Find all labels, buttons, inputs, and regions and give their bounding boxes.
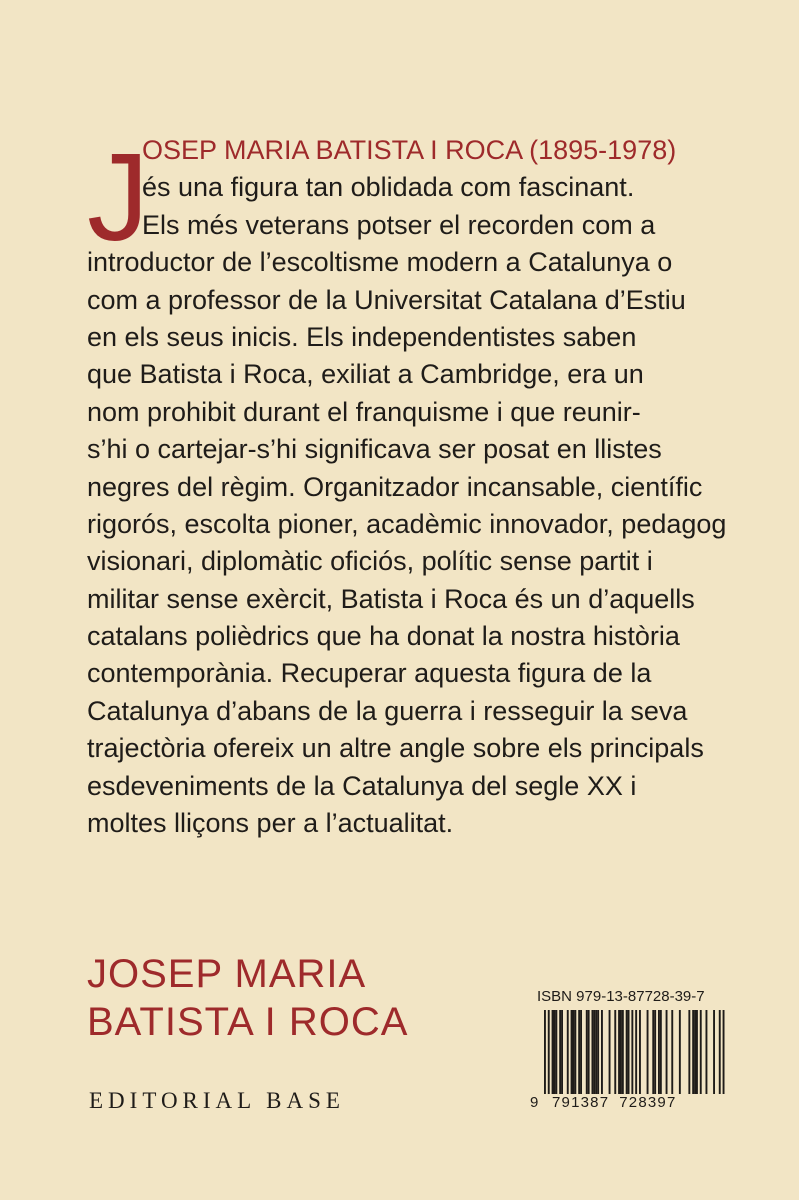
barcode-bar: [660, 1010, 662, 1094]
barcode-digit-first: 9: [530, 1094, 540, 1111]
blurb-line: Els més veterans potser el recorden com a: [142, 209, 656, 240]
barcode-bar: [574, 1010, 576, 1094]
drop-cap-letter: J: [87, 129, 149, 267]
barcode-bar: [559, 1010, 561, 1094]
blurb-line: s’hi o cartejar-s’hi significava ser posat en llistes: [87, 434, 662, 465]
blurb-line: moltes lliçons per a l’actualitat.: [87, 808, 454, 839]
blurb-line: que Batista i Roca, exiliat a Cambridge, era un: [87, 359, 644, 390]
barcode-bar: [688, 1010, 690, 1094]
barcode-bar: [654, 1010, 656, 1094]
blurb-line: esdeveniments de la Catalunya del segle XX i: [87, 770, 637, 801]
blurb-line: com a professor de la Universitat Catalana d’Estiu: [87, 284, 686, 315]
barcode-bar: [578, 1010, 580, 1094]
barcode-bar: [658, 1010, 660, 1094]
barcode-bar: [679, 1010, 681, 1094]
barcode-bar: [706, 1010, 708, 1094]
barcode-bar: [586, 1010, 588, 1094]
blurb-line: catalans polièdrics que ha donat la nostra història: [87, 621, 680, 652]
barcode-bar: [631, 1010, 633, 1106]
barcode-bar: [666, 1010, 668, 1094]
barcode-bar: [544, 1010, 546, 1106]
blurb-line: nom prohibit durant el franquisme i que reunir-: [87, 396, 641, 427]
barcode-bar: [620, 1010, 622, 1094]
barcode-bar: [592, 1010, 594, 1094]
barcode-bar: [555, 1010, 557, 1094]
barcode-bar: [622, 1010, 624, 1094]
barcode-bar: [652, 1010, 654, 1094]
barcode-bar: [628, 1010, 630, 1094]
barcode-bar: [609, 1010, 611, 1094]
barcode-digits: [530, 1094, 730, 1111]
isbn-label: ISBN 979-13-87728-39-7: [537, 988, 705, 1005]
barcode-bar: [593, 1010, 595, 1094]
barcode-bar: [713, 1010, 715, 1094]
barcode-bar: [700, 1010, 702, 1094]
barcode-bar: [552, 1010, 554, 1094]
barcode-bar: [626, 1010, 628, 1094]
blurb-line: contemporània. Recuperar aquesta figura de la: [87, 658, 652, 689]
blurb-line: és una figura tan oblidada com fascinant.: [142, 172, 635, 203]
barcode-bar: [571, 1010, 573, 1094]
blurb-line: introductor de l’escoltisme modern a Catalunya o: [87, 247, 673, 278]
barcode-bar: [719, 1010, 721, 1106]
barcode-bar: [694, 1010, 696, 1094]
barcode-digits-right: 728397: [619, 1094, 677, 1111]
isbn-barcode: [530, 1010, 730, 1120]
barcode-bar: [614, 1010, 616, 1094]
barcode-bar: [692, 1010, 694, 1094]
barcode-bar: [647, 1010, 649, 1094]
blurb-line: OSEP MARIA BATISTA I ROCA (1895-1978): [142, 135, 677, 165]
blurb-line: en els seus inicis. Els independentistes saben: [87, 321, 637, 352]
barcode-bar: [696, 1010, 698, 1094]
barcode-bar: [635, 1010, 637, 1106]
barcode-bar: [573, 1010, 575, 1094]
barcode-bar: [567, 1010, 569, 1094]
blurb-line: visionari, diplomàtic oficiós, polític sense partit i: [87, 546, 653, 577]
barcode-bar: [595, 1010, 597, 1094]
author-name-line-1: JOSEP MARIA: [87, 952, 367, 996]
barcode-bar: [639, 1010, 641, 1094]
barcode-bar: [723, 1010, 725, 1106]
author-name: [87, 950, 408, 1046]
barcode-bar: [580, 1010, 582, 1094]
publisher-name: EDITORIAL BASE: [89, 1088, 345, 1113]
barcode-bar: [671, 1010, 673, 1094]
barcode-bar: [554, 1010, 556, 1094]
author-name-line-2: BATISTA I ROCA: [87, 1000, 409, 1044]
blurb-line: trajectòria ofereix un altre angle sobre els principals: [87, 733, 704, 764]
barcode-digits-left: 791387: [552, 1094, 610, 1111]
barcode-bar: [601, 1010, 603, 1094]
blurb-line: rigorós, escolta pioner, acadèmic innovador, pedagog: [87, 508, 727, 539]
barcode-bar: [597, 1010, 599, 1094]
back-cover-blurb: [87, 129, 787, 842]
blurb-line: negres del règim. Organitzador incansable, científic: [87, 471, 703, 502]
barcode-bar: [588, 1010, 590, 1094]
barcode-bar: [548, 1010, 550, 1106]
barcode-bar: [618, 1010, 620, 1094]
barcode-bar: [561, 1010, 563, 1094]
blurb-line: militar sense exèrcit, Batista i Roca és un d’aquells: [87, 583, 695, 614]
blurb-line: Catalunya d’abans de la guerra i resseguir la seva: [87, 695, 688, 726]
